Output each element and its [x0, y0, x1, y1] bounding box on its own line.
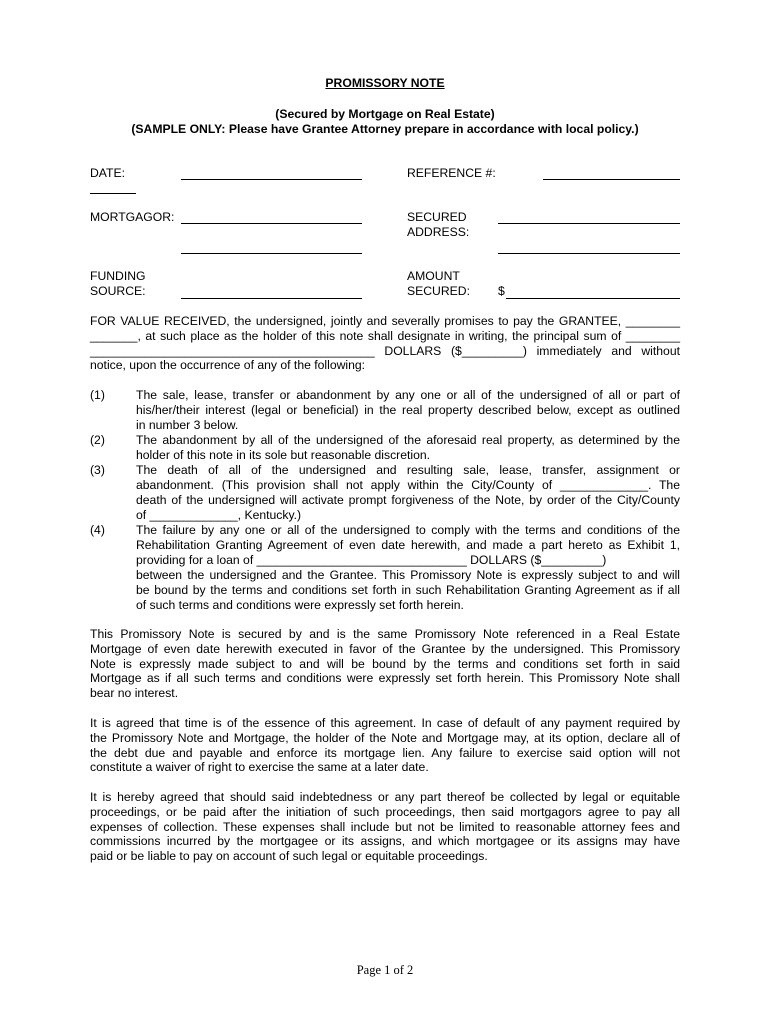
funding-source-field-line[interactable] — [181, 298, 362, 299]
paragraph-line: Mortgage of even date herewith executed in favor of the Grantee by the undersigned. This Promissory — [90, 641, 680, 656]
intro-paragraph — [90, 314, 680, 373]
document-subtitle: (Secured by Mortgage on Real Estate) — [275, 107, 495, 121]
mortgagor-field-line[interactable] — [181, 223, 362, 224]
item-line: death of the undersigned will activate prompt forgiveness of the Note, by order of the City/County — [136, 493, 680, 507]
reference-label: REFERENCE #: — [407, 166, 496, 180]
secured-address-field-line-2[interactable] — [498, 253, 680, 254]
item-line: between the undersigned and the Grantee. This Promissory Note is expressly subject to and will — [136, 568, 680, 582]
item-number: (2) — [90, 433, 105, 447]
paragraph-line: It is agreed that time is of the essence of this agreement. In case of default of any payment required by — [90, 716, 680, 730]
paragraph-line: It is hereby agreed that should said indebtedness or any part thereof be collected by legal or equitable — [90, 790, 680, 804]
item-line: his/her/their interest (legal or beneficial) in the real property described below, except as outlined — [136, 403, 680, 417]
funding-label: FUNDING — [90, 269, 146, 283]
document-title: PROMISSORY NOTE — [325, 76, 445, 90]
list-item — [136, 433, 680, 463]
item-number: (4) — [90, 523, 105, 537]
paragraph-line: paid or be liable to pay on account of such legal or equitable proceedings. — [90, 849, 488, 864]
paragraph-line: proceedings, or be paid after the initiation of such proceedings, then said mortgagors agree to pay all — [90, 804, 680, 819]
body-paragraph — [90, 627, 680, 701]
list-item — [136, 388, 680, 433]
paragraph-line: This Promissory Note is secured by and is the same Promissory Note referenced in a Real Estate — [90, 627, 680, 641]
intro-line: FOR VALUE RECEIVED, the undersigned, jointly and severally promises to pay the GRANTEE, ________ — [90, 314, 680, 328]
paragraph-line: Note is expressly made subject to and will be bound by the terms and conditions set forth in said — [90, 656, 680, 671]
item-line: The failure by any one or all of the undersigned to comply with the terms and conditions of the — [136, 523, 680, 537]
date-field-line-continued[interactable] — [90, 193, 136, 194]
paragraph-line: Mortgage as if all such terms and conditions were expressly set forth herein. This Promissory Note shall — [90, 671, 680, 686]
list-item — [136, 523, 680, 613]
item-line: be bound by the terms and conditions set forth in such Rehabilitation Granting Agreement as if all — [136, 583, 680, 597]
amount-secured-label: SECURED: — [407, 284, 470, 298]
paragraph-line: the debt due and payable and enforce its mortgage lien. Any failure to exercise said option will not — [90, 745, 680, 760]
body-paragraph — [90, 716, 680, 775]
item-line: The death of all of the undersigned and resulting sale, lease, transfer, assignment or — [136, 463, 680, 477]
address-label: ADDRESS: — [407, 225, 470, 239]
paragraph-line: expenses of collection. These expenses shall include but not be limited to reasonable attorney fees and — [90, 819, 680, 834]
item-line: abandonment. (This provision shall not apply within the City/County of _____________. The — [136, 478, 680, 492]
sample-note: (SAMPLE ONLY: Please have Grantee Attorney prepare in accordance with local policy.) — [131, 122, 639, 136]
item-line: The abandonment by all of the undersigned of the aforesaid real property, as determined by the — [136, 433, 680, 447]
paragraph-line: the Promissory Note and Mortgage, the holder of the Note and Mortgage may, at its option, declare all of — [90, 730, 680, 745]
list-item — [136, 463, 680, 523]
intro-line: notice, upon the occurrence of any of the following: — [90, 358, 366, 373]
date-field-line[interactable] — [181, 179, 362, 180]
dollar-sign: $ — [498, 284, 505, 298]
paragraph-line: commissions incurred by the mortgagee or its assigns, and which mortgagee or its assigns may have — [90, 834, 680, 849]
item-number: (3) — [90, 463, 105, 477]
paragraph-line: constitute a waiver of right to exercise the same at a later date. — [90, 760, 429, 775]
page-number: Page 1 of 2 — [356, 963, 414, 977]
item-line: in number 3 below. — [136, 418, 239, 432]
paragraph-line: bear no interest. — [90, 686, 179, 701]
secured-label: SECURED — [407, 210, 467, 224]
item-line: of _____________, Kentucky.) — [136, 508, 302, 522]
amount-field-line[interactable] — [506, 298, 680, 299]
item-number: (1) — [90, 388, 105, 402]
intro-line: _______, at such place as the holder of this note shall designate in writing, the principal sum of ________ — [90, 328, 680, 343]
item-line: The sale, lease, transfer or abandonment by any one or all of the undersigned of all or part of — [136, 388, 680, 402]
item-line: holder of this note in its sole but reasonable discretion. — [136, 448, 431, 462]
item-line: Rehabilitation Granting Agreement of even date herewith, and made a part hereto as Exhibit 1, — [136, 538, 680, 552]
item-line: of such terms and conditions were expressly set forth herein. — [136, 598, 464, 612]
reference-field-line[interactable] — [543, 179, 680, 180]
mortgagor-label: MORTGAGOR: — [90, 210, 175, 224]
date-label: DATE: — [90, 166, 125, 180]
secured-address-field-line[interactable] — [498, 223, 680, 224]
intro-line: __________________________________________ DOLLARS ($_________) immediately and without — [90, 343, 680, 358]
amount-label: AMOUNT — [407, 269, 460, 283]
item-line: providing for a loan of _______________________________ DOLLARS ($_________) — [136, 553, 607, 567]
source-label: SOURCE: — [90, 284, 146, 298]
body-paragraph — [90, 790, 680, 864]
mortgagor-field-line-2[interactable] — [181, 253, 362, 254]
